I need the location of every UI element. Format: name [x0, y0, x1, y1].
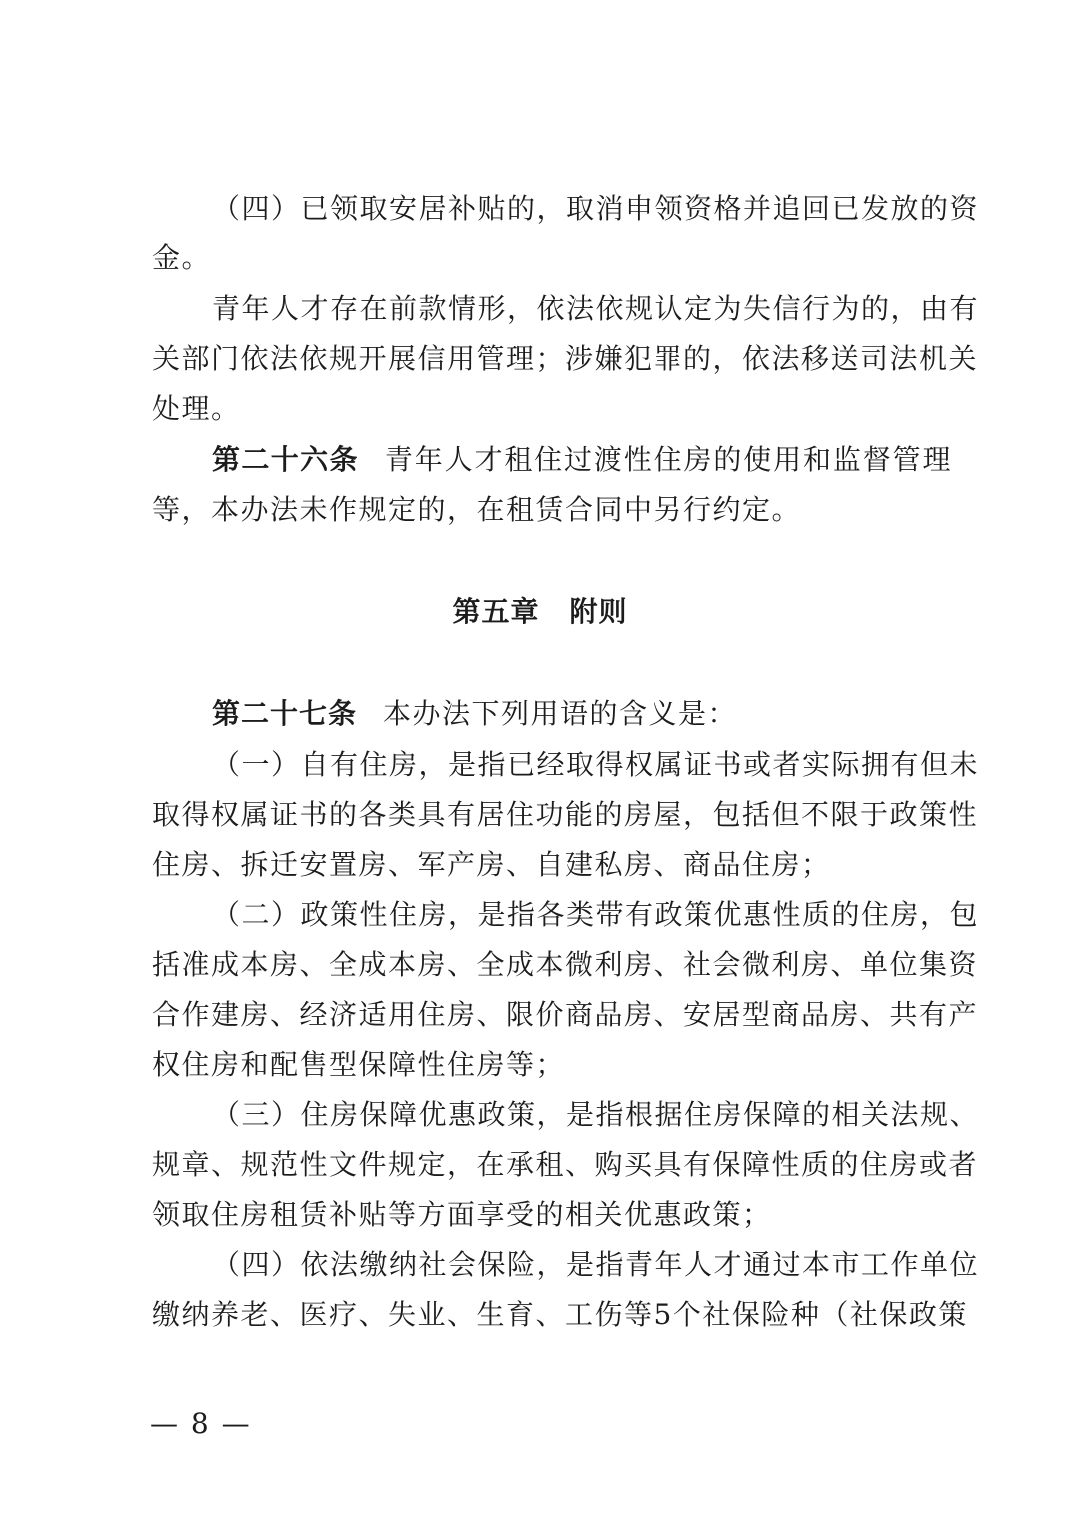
article-27-label: 第二十七条 — [212, 697, 358, 730]
text-line: （四）已领取安居补贴的，取消申领资格并追回已发放的资 — [212, 192, 980, 225]
text-line: （四）依法缴纳社会保险，是指青年人才通过本市工作单位 — [212, 1248, 980, 1281]
article-26-line — [212, 442, 952, 478]
text-line: 住房、拆迁安置房、军产房、自建私房、商品住房； — [152, 848, 831, 881]
text-line: （二）政策性住房，是指各类带有政策优惠性质的住房，包 — [212, 898, 980, 931]
text-line: 领取住房租赁补贴等方面享受的相关优惠政策； — [152, 1198, 772, 1231]
article-26-text: 青年人才租住过渡性住房的使用和监督管理 — [384, 443, 952, 476]
page-number: — 8 — — [150, 1407, 252, 1440]
text-line: （三）住房保障优惠政策，是指根据住房保障的相关法规、 — [212, 1098, 980, 1131]
text-line: 缴纳养老、医疗、失业、生育、工伤等5个社保险种（社保政策 — [152, 1298, 968, 1331]
text-line: （一）自有住房，是指已经取得权属证书或者实际拥有但未 — [212, 748, 980, 781]
chapter-number: 第五章 — [452, 595, 540, 628]
article-26-label: 第二十六条 — [212, 443, 359, 476]
text-line: 关部门依法依规开展信用管理；涉嫌犯罪的，依法移送司法机关 — [152, 342, 979, 375]
article-27-line — [212, 696, 952, 732]
text-line: 青年人才存在前款情形，依法依规认定为失信行为的，由有 — [212, 292, 980, 325]
chapter-heading — [0, 594, 1080, 630]
text-line: 金。 — [152, 241, 212, 274]
text-line: 处理。 — [152, 392, 241, 425]
text-line: 等，本办法未作规定的，在租赁合同中另行约定。 — [152, 493, 802, 526]
text-line: 取得权属证书的各类具有居住功能的房屋，包括但不限于政策性 — [152, 798, 979, 831]
text-line: 括准成本房、全成本房、全成本微利房、社会微利房、单位集资 — [152, 948, 979, 981]
text-line: 合作建房、经济适用住房、限价商品房、安居型商品房、共有产 — [152, 998, 979, 1031]
chapter-title: 附则 — [569, 595, 628, 628]
text-line: 权住房和配售型保障性住房等； — [152, 1048, 566, 1081]
text-line: 规章、规范性文件规定，在承租、购买具有保障性质的住房或者 — [152, 1148, 979, 1181]
article-27-text: 本办法下列用语的含义是： — [383, 697, 738, 730]
